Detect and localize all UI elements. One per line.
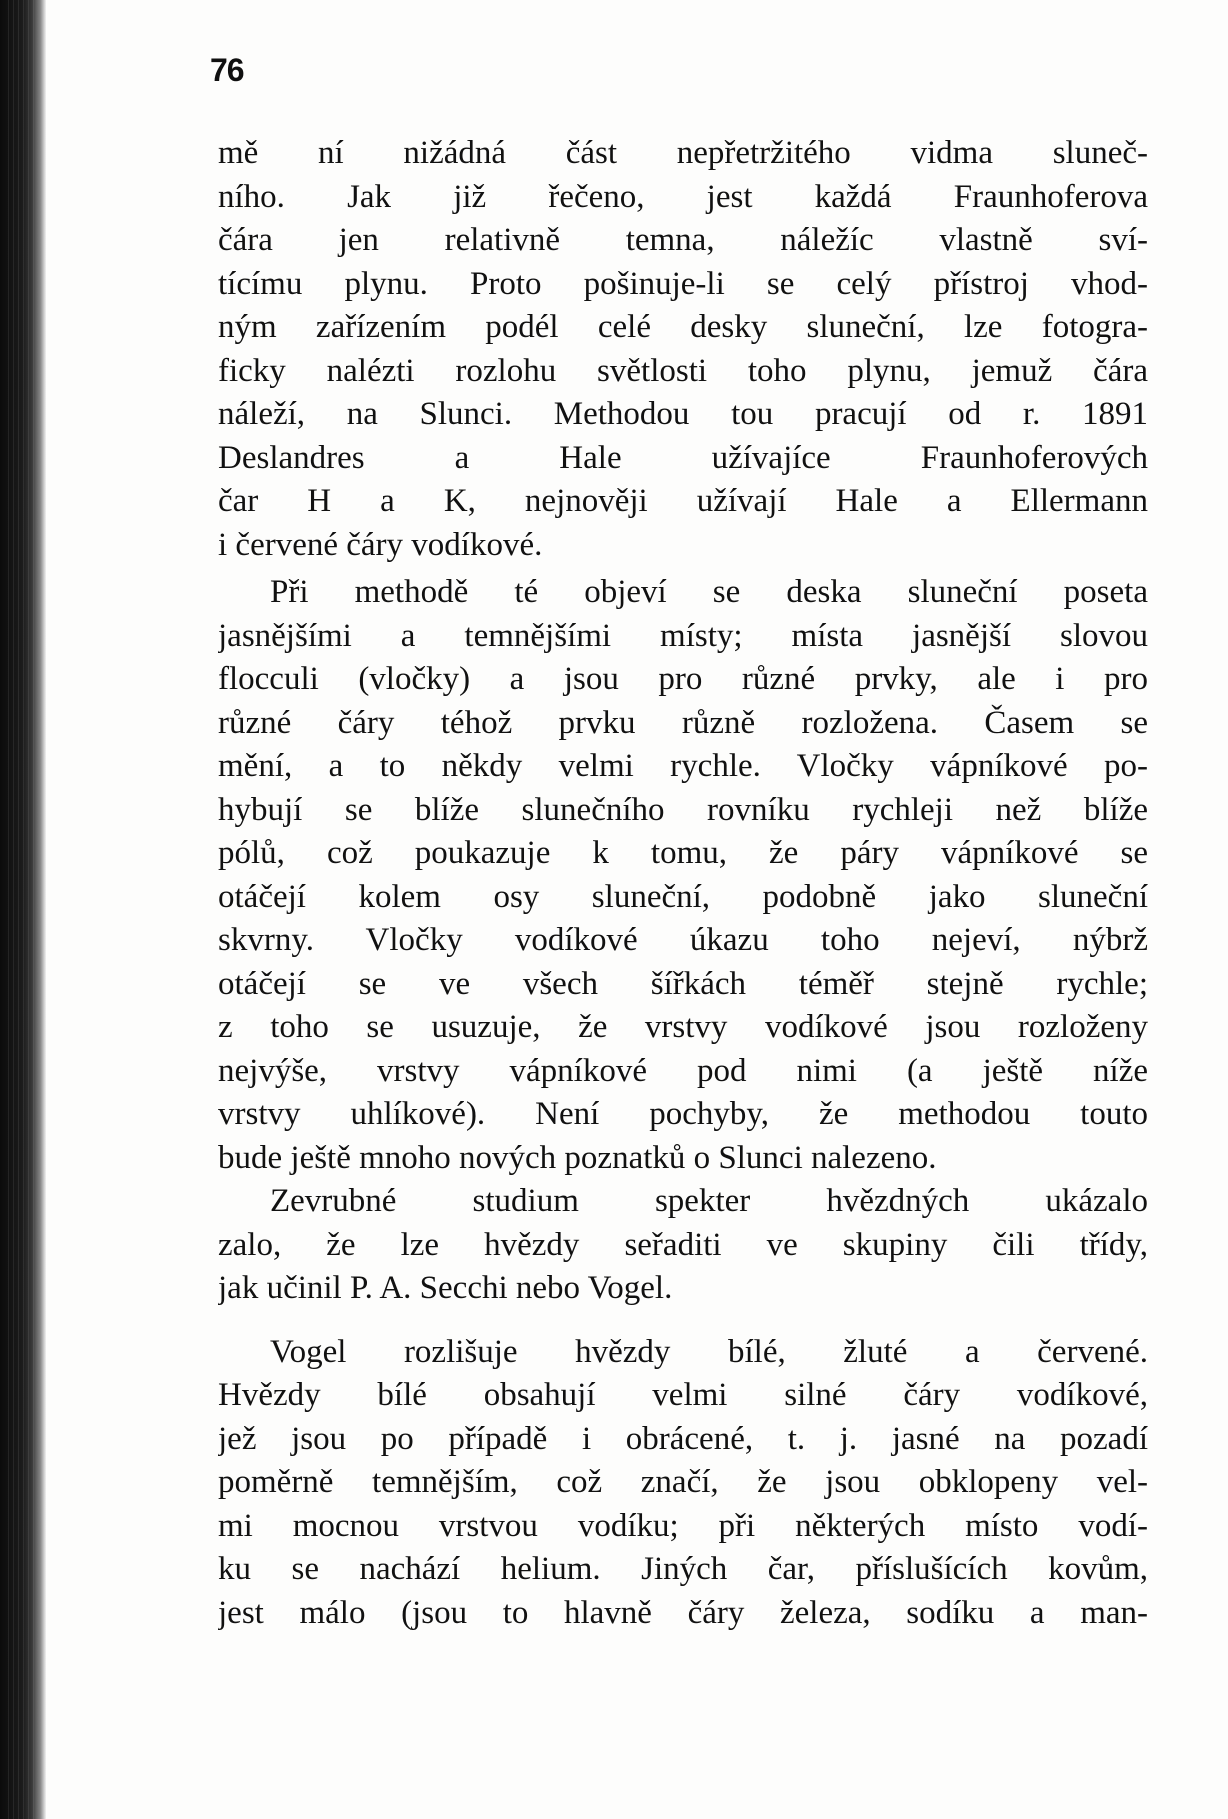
book-binding-edge: [0, 0, 46, 1819]
text-line: pólů, což poukazuje k tomu, že páry vápníkové se: [218, 835, 1148, 871]
text-line: Zevrubné studium spekter hvězdných ukázalo: [270, 1183, 1148, 1219]
text-line: jasnějšími a temnějšími místy; místa jasnější slovou: [218, 617, 1148, 654]
text-line: zalo, že lze hvězdy seřaditi ve skupiny čili třídy,: [218, 1226, 1148, 1263]
paragraph: [218, 571, 1148, 1180]
text-line: mění, a to někdy velmi rychle. Vločky vápníkové po-: [218, 748, 1148, 784]
text-line: Při methodě té objeví se deska sluneční poseta: [270, 574, 1148, 610]
body-text: [218, 132, 1148, 1635]
text-line: z toho se usuzuje, že vrstvy vodíkové jsou rozloženy: [218, 1009, 1148, 1045]
text-line: hybují se blíže slunečního rovníku rychleji než blíže: [218, 791, 1148, 828]
text-line: flocculi (vločky) a jsou pro různé prvky, ale i pro: [218, 661, 1148, 697]
text-line: mě ní nižádná část nepřetržitého vidma sluneč-: [218, 135, 1148, 171]
text-line: vrstvy uhlíkové). Není pochyby, že methodou touto: [218, 1096, 1148, 1132]
text-line: nejvýše, vrstvy vápníkové pod nimi (a ještě níže: [218, 1052, 1148, 1089]
paragraph: [218, 1180, 1148, 1311]
text-line: i červené čáry vodíkové.: [218, 526, 543, 563]
text-line: různé čáry téhož prvku různě rozložena. Časem se: [218, 704, 1148, 741]
text-line: tícímu plynu. Proto pošinuje-li se celý přístroj vhod-: [218, 265, 1148, 302]
paragraph: [218, 1331, 1148, 1636]
text-line: ficky nalézti rozlohu světlosti toho plynu, jemuž čára: [218, 352, 1148, 389]
text-line: skvrny. Vločky vodíkové úkazu toho nejeví, nýbrž: [218, 922, 1148, 958]
text-line: čára jen relativně temna, náležíc vlastně sví-: [218, 222, 1148, 258]
text-line: jest málo (jsou to hlavně čáry železa, sodíku a man-: [218, 1594, 1148, 1631]
text-line: Vogel rozlišuje hvězdy bílé, žluté a červené.: [270, 1333, 1148, 1370]
paragraph: [218, 132, 1148, 567]
text-line: ku se nachází helium. Jiných čar, příslušících kovům,: [218, 1551, 1148, 1587]
page-number: 76: [210, 52, 244, 88]
text-line: jež jsou po případě i obrácené, t. j. jasné na pozadí: [218, 1420, 1148, 1457]
text-line: ního. Jak již řečeno, jest každá Fraunhoferova: [218, 178, 1148, 215]
text-line: Hvězdy bílé obsahují velmi silné čáry vodíkové,: [218, 1377, 1148, 1413]
text-line: Deslandres a Hale užívajíce Fraunhoferových: [218, 439, 1148, 476]
paragraph-spacer: [218, 1311, 1148, 1331]
text-line: bude ještě mnoho nových poznatků o Slunci nalezeno.: [218, 1139, 937, 1176]
text-line: jak učinil P. A. Secchi nebo Vogel.: [218, 1270, 673, 1306]
text-line: mi mocnou vrstvou vodíku; při některých místo vodí-: [218, 1507, 1148, 1544]
text-line: otáčejí kolem osy sluneční, podobně jako sluneční: [218, 878, 1148, 915]
text-line: náleží, na Slunci. Methodou tou pracují od r. 1891: [218, 396, 1148, 432]
binding-page-stack: [8, 0, 38, 1819]
text-line: čar H a K, nejnověji užívají Hale a Ellermann: [218, 483, 1148, 519]
text-line: poměrně temnějším, což značí, že jsou obklopeny vel-: [218, 1464, 1148, 1500]
text-line: otáčejí se ve všech šířkách téměř stejně rychle;: [218, 965, 1148, 1002]
text-line: ným zařízením podél celé desky sluneční, lze fotogra-: [218, 309, 1148, 345]
